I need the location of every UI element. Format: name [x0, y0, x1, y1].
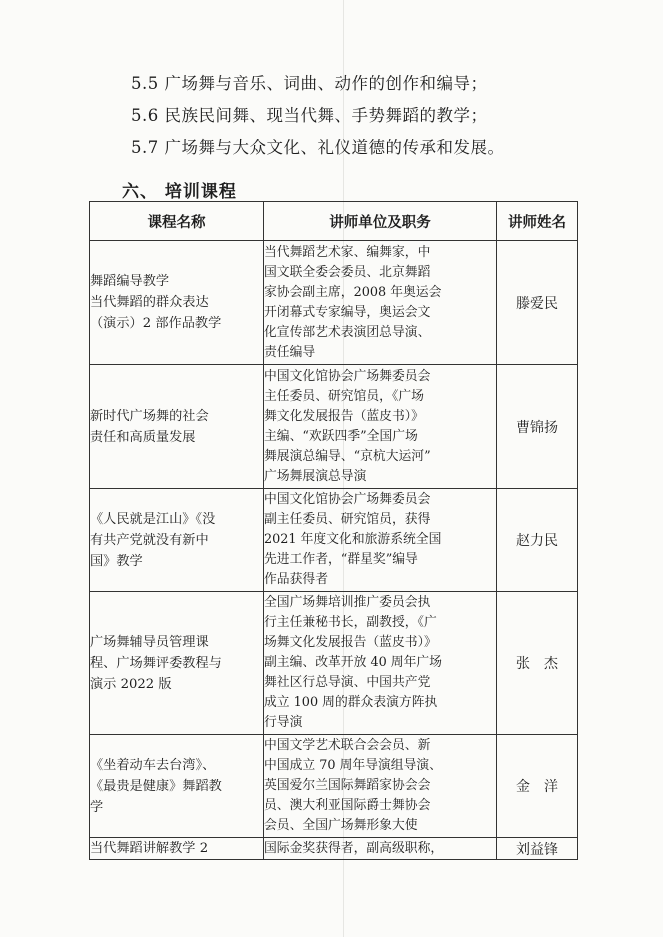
header-course-name: 课程名称 [90, 202, 264, 241]
content-item-5-7: 5.7 广场舞与大众文化、礼仪道德的传承和发展。 [131, 138, 505, 157]
course-name-line: （演示）2 部作品教学 [90, 316, 222, 331]
course-name-cell [90, 365, 264, 489]
course-name-line: 《人民就是江山》《没 [90, 511, 216, 527]
lecturer-unit-line: 国际金奖获得者，副高级职称， [264, 840, 444, 856]
lecturer-name-cell: 金 洋 [497, 735, 578, 838]
lecturer-unit-line: 2021 年度文化和旅游系统全国 [264, 532, 442, 547]
lecturer-unit-line: 全国广场舞培训推广委员会执 [264, 595, 431, 610]
header-lecturer-unit: 讲师单位及职务 [264, 202, 497, 241]
lecturer-unit-line: 副主任委员、研究馆员，获得 [264, 512, 431, 527]
course-name-line: 《坐着动车去台湾》、 [90, 757, 216, 773]
course-name-line: 有共产党就没有新中 [90, 532, 209, 548]
lecturer-unit-line: 舞社区行总导演、中国共产党 [264, 675, 431, 690]
lecturer-unit-line: 舞展演总编导、“京杭大运河” [264, 448, 431, 464]
course-name-cell [90, 241, 264, 365]
table-row [90, 592, 578, 735]
lecturer-name-cell: 曹锦扬 [497, 365, 578, 489]
lecturer-name-cell: 刘益锋 [497, 838, 578, 860]
lecturer-name-cell: 张 杰 [497, 592, 578, 735]
course-name-cell [90, 735, 264, 838]
lecturer-unit-line: 会员、全国广场舞形象大使 [264, 818, 418, 833]
lecturer-unit-line: 当代舞蹈艺术家、编舞家，中 [264, 244, 431, 260]
lecturer-unit-line: 行主任兼秘书长，副教授，《广 [264, 615, 437, 630]
lecturer-unit-line: 中国文化馆协会广场舞委员会 [264, 368, 431, 384]
course-name-line: 当代舞蹈的群众表达 [90, 295, 209, 310]
course-name-line: 广场舞辅导员管理课 [90, 634, 209, 650]
lecturer-unit-line: 开闭幕式专家编导，奥运会文 [264, 304, 431, 320]
lecturer-unit-line: 中国文学艺术联合会会员、新 [264, 738, 431, 753]
lecturer-unit-line: 广场舞展演总导演 [264, 468, 367, 484]
lecturer-unit-line: 员、澳大利亚国际爵士舞协会 [264, 798, 431, 813]
lecturer-unit-line: 家协会副主席，2008 年奥运会 [264, 284, 442, 300]
course-name-line: 新时代广场舞的社会 [90, 408, 209, 424]
table-row [90, 735, 578, 838]
lecturer-unit-cell [264, 241, 497, 365]
course-name-line: 舞蹈编导教学 [90, 274, 170, 289]
table-row [90, 489, 578, 592]
lecturer-name-cell: 赵力民 [497, 489, 578, 592]
table-header-row [90, 202, 578, 241]
lecturer-unit-line: 作品获得者 [264, 572, 328, 587]
section-title: 六、 培训课程 [122, 182, 237, 202]
lecturer-unit-line: 化宣传部艺术表演团总导演、 [264, 324, 431, 340]
lecturer-unit-line: 成立 100 周的群众表演方阵执 [264, 695, 438, 710]
lecturer-unit-cell [264, 592, 497, 735]
lecturer-unit-line: 场舞文化发展报告（蓝皮书）》 [264, 635, 437, 650]
course-name-cell [90, 489, 264, 592]
table-row [90, 365, 578, 489]
header-lecturer-name: 讲师姓名 [497, 202, 578, 241]
lecturer-unit-line: 行导演 [264, 715, 303, 730]
content-items [131, 70, 631, 166]
lecturer-unit-cell [264, 489, 497, 592]
lecturer-unit-line: 英国爱尔兰国际舞蹈家协会会 [264, 778, 431, 793]
lecturer-unit-line: 中国文化馆协会广场舞委员会 [264, 492, 431, 507]
course-name-line: 学 [90, 799, 104, 815]
lecturer-unit-line: 主任委员、研究馆员，《广场 [264, 388, 424, 404]
lecturer-unit-cell [264, 735, 497, 838]
course-name-cell [90, 592, 264, 735]
course-name-line: 当代舞蹈讲解教学 2 [90, 841, 209, 856]
lecturer-unit-line: 中国成立 70 周年导演组导演、 [264, 758, 442, 773]
course-name-line: 国》教学 [90, 553, 143, 569]
lecturer-name-cell: 滕爱民 [497, 241, 578, 365]
course-name-line: 《最贵是健康》舞蹈教 [90, 778, 222, 794]
lecturer-unit-line: 副主编、改革开放 40 周年广场 [264, 655, 442, 670]
lecturer-unit-cell [264, 365, 497, 489]
course-name-cell [90, 838, 264, 860]
course-name-line: 演示 2022 版 [90, 676, 172, 692]
lecturer-unit-cell [264, 838, 497, 860]
lecturer-unit-line: 责任编导 [264, 344, 316, 360]
lecturer-unit-line: 先进工作者，“群星奖”编导 [264, 552, 418, 567]
lecturer-unit-line: 舞文化发展报告（蓝皮书）》 [264, 408, 424, 424]
lecturer-unit-line: 主编、“欢跃四季”全国广场 [264, 428, 418, 444]
lecturer-unit-line: 国文联全委会委员、北京舞蹈 [264, 264, 431, 280]
content-item-5-6: 5.6 民族民间舞、现当代舞、手势舞蹈的教学； [131, 106, 488, 125]
content-item-5-5: 5.5 广场舞与音乐、词曲、动作的创作和编导； [131, 74, 488, 93]
course-name-line: 程、广场舞评委教程与 [90, 655, 222, 671]
course-table [89, 201, 578, 860]
table-row [90, 838, 578, 860]
course-name-line: 责任和高质量发展 [90, 429, 196, 445]
table-row [90, 241, 578, 365]
